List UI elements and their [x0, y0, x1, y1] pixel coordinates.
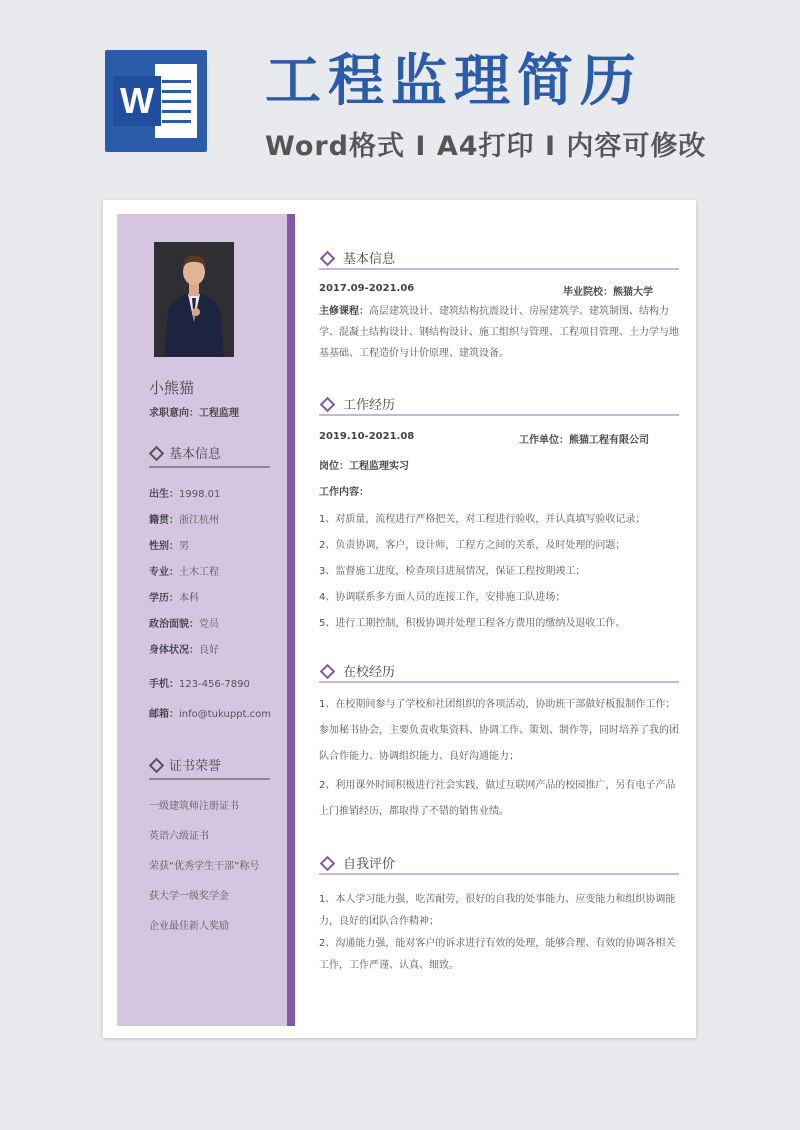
work-company: 工作单位：熊猫工程有限公司 — [519, 435, 649, 446]
work-period: 2019.10-2021.08 — [319, 431, 415, 442]
resume-page — [103, 200, 696, 1038]
school-paragraph: 2、利用课外时间积极进行社会实践，做过互联网产品的校园推广，另有电子产品上门推销经历，都取得了不错的销售业绩。 — [319, 780, 676, 817]
info-health: 身体状况：良好 — [149, 645, 219, 656]
section-heading-self-eval: 自我评价 — [319, 853, 679, 875]
info-political: 政治面貌：党员 — [149, 619, 219, 630]
cert-item: 一级建筑师注册证书 — [149, 801, 239, 812]
section-heading-basic: 基本信息 — [319, 248, 679, 270]
work-duty-item: 5、进行工期控制，积极协调并处理工程各方费用的缴纳及退收工作。 — [319, 618, 626, 629]
info-degree: 学历：本科 — [149, 593, 199, 604]
sidebar-heading-basic: 基本信息 — [149, 442, 270, 468]
banner — [0, 0, 800, 185]
diamond-icon — [149, 446, 165, 462]
diamond-icon — [149, 758, 165, 774]
sidebar-accent-bar — [287, 214, 295, 1026]
cert-item: 荣获“优秀学生干部”称号 — [149, 861, 260, 872]
info-major: 专业：土木工程 — [149, 567, 219, 578]
profile-photo — [154, 242, 234, 357]
work-duty-item: 3、监督施工进度，检查项目进展情况，保证工程按期竣工； — [319, 566, 586, 577]
info-birth: 出生：1998.01 — [149, 489, 221, 500]
info-email: 邮箱：info@tukuppt.com — [149, 709, 271, 720]
work-duty-item: 1、对质量，流程进行严格把关，对工程进行验收，并认真填写验收记录； — [319, 514, 646, 525]
section-heading-school: 在校经历 — [319, 661, 679, 683]
page-title: 工程监理简历 — [265, 49, 643, 114]
work-duty-item: 4、协调联系多方面人员的连接工作，安排施工队进场； — [319, 592, 566, 603]
diamond-icon — [320, 856, 336, 872]
sidebar-heading-certs: 证书荣誉 — [149, 754, 270, 780]
work-content-label: 工作内容： — [319, 487, 369, 498]
diamond-icon — [320, 664, 336, 680]
word-logo-letter: W — [113, 76, 161, 126]
resume-sidebar — [117, 214, 287, 1026]
page-subtitle: Word格式 I A4打印 I 内容可修改 — [265, 131, 707, 162]
info-phone: 手机：123-456-7890 — [149, 679, 250, 690]
diamond-icon — [320, 397, 336, 413]
diamond-icon — [320, 251, 336, 267]
person-photo-icon — [154, 242, 234, 357]
word-logo-icon — [105, 50, 207, 152]
self-eval-paragraph: 1、本人学习能力强，吃苦耐劳，很好的自我的处事能力、应变能力和组织协调能力，良好的团队合作精神； — [319, 894, 676, 927]
work-position: 岗位：工程监理实习 — [319, 461, 409, 472]
cert-item: 获大学一级奖学金 — [149, 891, 229, 902]
info-hometown: 籍贯：浙江杭州 — [149, 515, 219, 526]
section-heading-work: 工作经历 — [319, 394, 679, 416]
cert-item: 企业最佳新人奖励 — [149, 921, 229, 932]
self-eval-paragraph: 2、沟通能力强，能对客户的诉求进行有效的处理，能够合理、有效的协调各相关工作，工作严谨、认真、细致。 — [319, 938, 676, 971]
candidate-name: 小熊猫 — [149, 379, 195, 397]
courses-text: 主修课程：高层建筑设计、建筑结构抗震设计、房屋建筑学、建筑制图、结构力学、混凝土结构设计、钢结构设计、施工组织与管理、工程项目管理、土力学与地基基础、工程造价与计价原理、建筑设备。 — [319, 306, 679, 359]
job-intent: 求职意向：工程监理 — [149, 408, 239, 419]
info-gender: 性别：男 — [149, 541, 189, 552]
school-name: 毕业院校：熊猫大学 — [563, 287, 653, 298]
cert-item: 英语六级证书 — [149, 831, 209, 842]
work-duty-item: 2、负责协调，客户，设计师，工程方之间的关系，及时处理的问题； — [319, 540, 626, 551]
school-paragraph: 1、在校期间参与了学校和社团组织的各项活动，协助班干部做好板报制作工作；参加秘书协会，主要负责收集资料、协调工作、策划、制作等，同时培养了我的团队合作能力、协调组织能力、良好沟通能力； — [319, 699, 679, 762]
study-period: 2017.09-2021.06 — [319, 283, 415, 294]
